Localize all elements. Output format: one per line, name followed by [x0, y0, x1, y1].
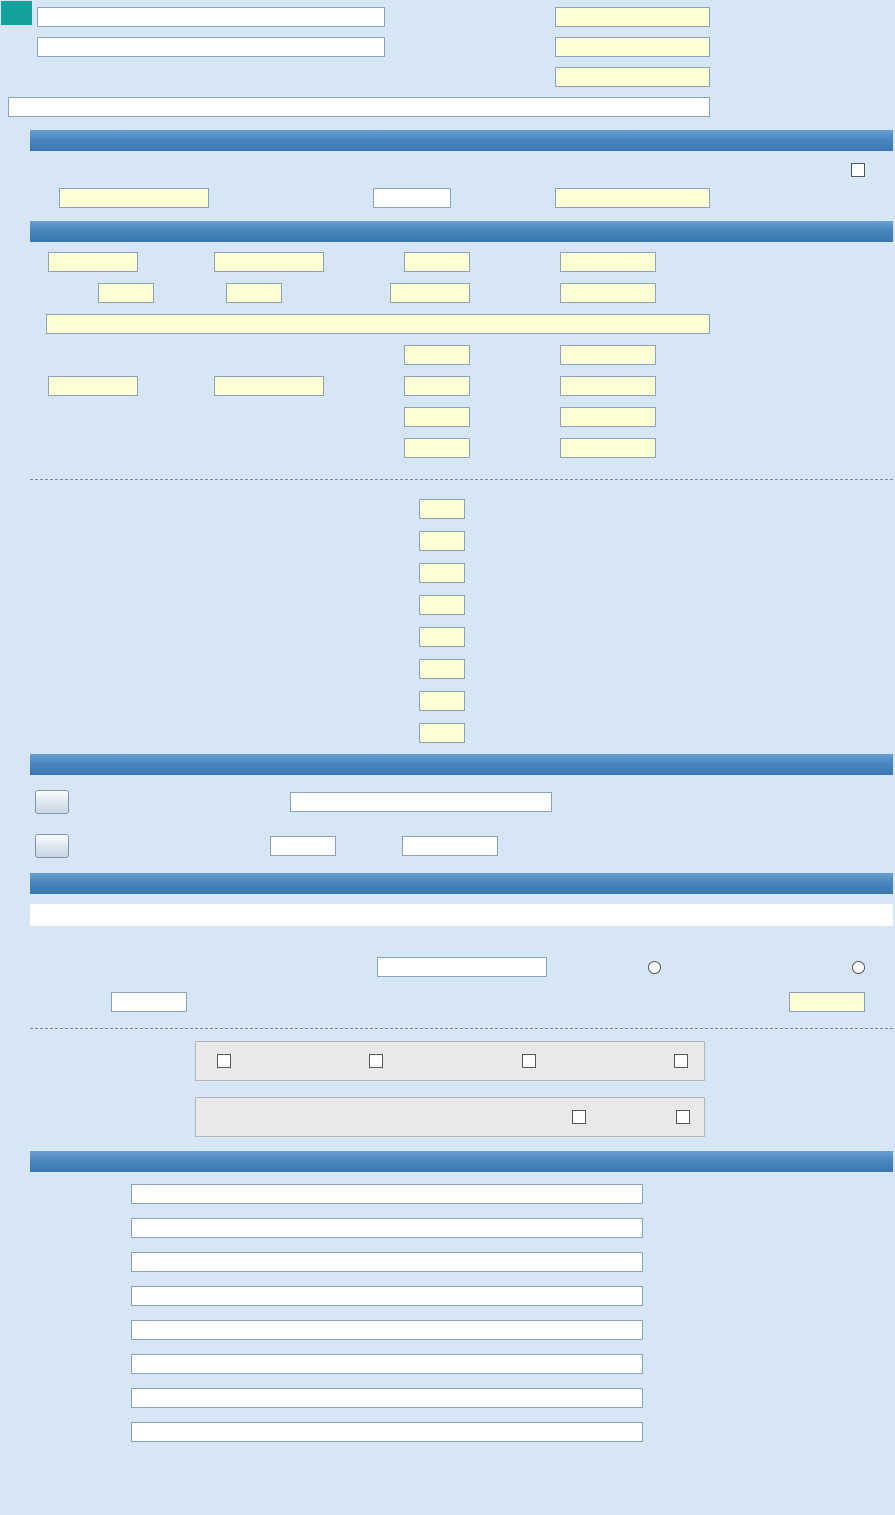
account-input[interactable] [131, 1252, 643, 1272]
publish-from-time-input[interactable] [404, 252, 470, 272]
penalty-row [0, 528, 895, 554]
financial-section-header [30, 873, 893, 894]
ma2-checkbox[interactable] [851, 163, 865, 177]
penalty-value-input[interactable] [419, 691, 465, 711]
bank-slip-checkbox[interactable] [217, 1054, 231, 1068]
guarantee-letter-option[interactable] [364, 1054, 383, 1068]
deposit-type-row [0, 956, 895, 978]
visit-from-date-input[interactable] [560, 283, 656, 303]
account-input[interactable] [131, 1218, 643, 1238]
payment-methods-panel [195, 1097, 705, 1137]
penalty-row [0, 688, 895, 714]
payment-method-row [0, 1097, 895, 1137]
penalty-row [0, 496, 895, 522]
penalty-row [0, 560, 895, 586]
electronic-payment-option[interactable] [669, 1054, 688, 1068]
receive-docs-to-time-input[interactable] [404, 345, 470, 365]
receive-docs-to-date-input[interactable] [560, 345, 656, 365]
percent-of-base-radio[interactable] [852, 961, 865, 974]
time-section-header [30, 221, 893, 242]
winner-date-input[interactable] [560, 438, 656, 458]
executive-code-input[interactable] [59, 188, 209, 208]
auction-type-input[interactable] [37, 37, 385, 57]
electronic-payment-checkbox[interactable] [674, 1054, 688, 1068]
offer-from-date-input[interactable] [560, 376, 656, 396]
winner-announce-row [0, 432, 895, 463]
auction-number-row [0, 32, 895, 62]
notes-row [0, 308, 895, 339]
guaranteed-check-checkbox[interactable] [522, 1054, 536, 1068]
bank-slip-option[interactable] [212, 1054, 231, 1068]
penalty-value-input[interactable] [419, 659, 465, 679]
slip-option[interactable] [671, 1110, 690, 1124]
deposit-type-strip [30, 904, 893, 926]
opening-date-input[interactable] [560, 407, 656, 427]
participation-fee-input[interactable] [290, 792, 552, 812]
deposit-method-row [0, 1041, 895, 1081]
publish-date-row [0, 246, 895, 277]
commission-date-input[interactable] [373, 188, 451, 208]
org-name-input[interactable] [37, 7, 385, 27]
percent-limits-row [0, 990, 895, 1014]
docs-section-header [30, 754, 893, 775]
account-input[interactable] [131, 1354, 643, 1374]
penalty-row [0, 720, 895, 746]
reference-number-input[interactable] [555, 67, 710, 87]
publish-to-time-input[interactable] [48, 252, 138, 272]
account-input[interactable] [131, 1320, 643, 1340]
auction-number-input[interactable] [555, 37, 710, 57]
cash-electronic-option[interactable] [567, 1110, 586, 1124]
permit-fields-row [0, 183, 895, 213]
docs-deadline-row [0, 831, 895, 861]
percent-of-total-input[interactable] [789, 992, 865, 1012]
fixed-amount-input[interactable] [377, 957, 547, 977]
offer-to-time-input[interactable] [48, 376, 138, 396]
opening-time-input[interactable] [404, 407, 470, 427]
receive-docs-deadline-row [0, 339, 895, 370]
ma2-checkbox-row [0, 159, 895, 181]
bidder-code-input[interactable] [555, 7, 710, 27]
newspaper-ad-button[interactable] [35, 834, 69, 858]
publish-from-date-input[interactable] [560, 252, 656, 272]
publish-to-date-input[interactable] [214, 252, 324, 272]
visit-to-time-input[interactable] [98, 283, 154, 303]
auction-documents-button[interactable] [35, 790, 69, 814]
cash-electronic-checkbox[interactable] [572, 1110, 586, 1124]
account-row [0, 1419, 895, 1445]
fixed-amount-radio[interactable] [648, 961, 661, 974]
account-row [0, 1215, 895, 1241]
watermark-corner-logo [0, 0, 33, 26]
visit-period-row [0, 277, 895, 308]
winner-time-input[interactable] [404, 438, 470, 458]
penalty-value-input[interactable] [419, 627, 465, 647]
offer-deadline-row [0, 370, 895, 401]
account-input[interactable] [131, 1286, 643, 1306]
opening-time-row [0, 401, 895, 432]
max-diff-input[interactable] [111, 992, 187, 1012]
docs-deadline-date-input[interactable] [402, 836, 498, 856]
account-row [0, 1249, 895, 1275]
docs-deadline-time-input[interactable] [270, 836, 336, 856]
account-row [0, 1283, 895, 1309]
account-input[interactable] [131, 1184, 643, 1204]
auction-title-input[interactable] [8, 97, 710, 117]
account-input[interactable] [131, 1388, 643, 1408]
penalty-row [0, 592, 895, 618]
participation-fee-row [0, 787, 895, 817]
penalty-value-input[interactable] [419, 723, 465, 743]
penalty-value-input[interactable] [419, 499, 465, 519]
permit-section-header [30, 130, 893, 151]
account-row [0, 1317, 895, 1343]
penalty-value-input[interactable] [419, 595, 465, 615]
divider [30, 1028, 893, 1029]
deposit-methods-panel [195, 1041, 705, 1081]
notes-input[interactable] [46, 314, 710, 334]
account-row [0, 1351, 895, 1377]
account-input[interactable] [131, 1422, 643, 1442]
guaranteed-check-option[interactable] [517, 1054, 536, 1068]
divider [30, 479, 893, 480]
visit-to-date-input[interactable] [390, 283, 470, 303]
offer-from-time-input[interactable] [404, 376, 470, 396]
accounts-section-header [30, 1151, 893, 1172]
penalty-value-input[interactable] [419, 563, 465, 583]
visit-from-time-input[interactable] [226, 283, 282, 303]
penalty-row [0, 624, 895, 650]
guarantee-letter-checkbox[interactable] [369, 1054, 383, 1068]
auction-title-row [0, 92, 895, 122]
account-row [0, 1385, 895, 1411]
permit-number-input[interactable] [555, 188, 710, 208]
offer-to-date-input[interactable] [214, 376, 324, 396]
penalty-value-input[interactable] [419, 531, 465, 551]
account-row [0, 1181, 895, 1207]
bidder-code-row [0, 2, 895, 32]
reference-number-row [0, 62, 895, 92]
penalty-row [0, 656, 895, 682]
slip-checkbox[interactable] [676, 1110, 690, 1124]
